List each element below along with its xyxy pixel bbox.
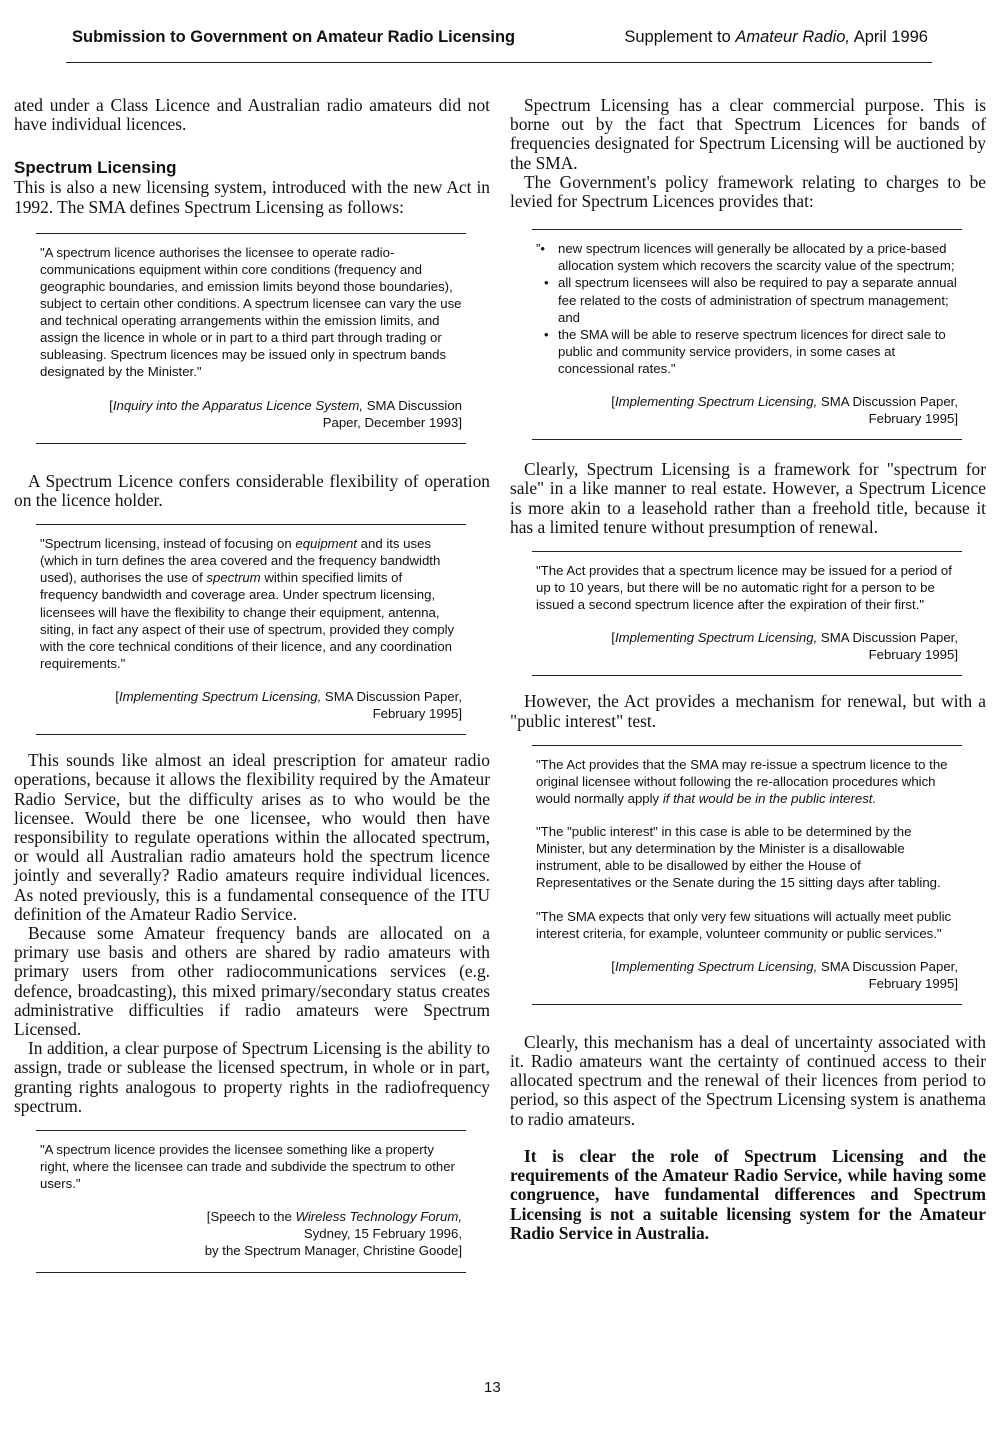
list-item: • the SMA will be able to reserve spectrum licences for direct sale to public and community service providers, in some cases at concessional rates." <box>558 326 958 377</box>
block-quote <box>36 233 466 444</box>
quote-source: [Implementing Spectrum Licensing, SMA Discussion Paper, February 1995] <box>115 688 462 721</box>
quote-text: "The "public interest" in this case is able to be determined by the Minister, but any determination by the Minister is a disallowable instrument, able to be disallowed by either the House of Representatives or the Senate during the 15 sitting days after tabling. <box>536 824 941 891</box>
quote-text: "Spectrum licensing, instead of focusing on equipment and its uses (which in turn defines the area covered and the frequency bandwidth used), authorises the use of spectrum within specified limits of frequency bandwidth and coverage area. Under spectrum licensing, licensees will have the flexibility to change their equipment, antenna, siting, in fact any aspect of their use of spectrum, provided they comply with the core technical conditions of their licence, and any coordination requirements." <box>40 536 455 671</box>
quote-source: [Implementing Spectrum Licensing, SMA Discussion Paper, February 1995] <box>611 393 958 427</box>
list-item: • all spectrum licensees will also be required to pay a separate annual fee related to the costs of administration of spectrum management; and <box>558 274 958 325</box>
paragraph: In addition, a clear purpose of Spectrum Licensing is the ability to assign, trade or sublease the licensed spectrum, in whole or in part, granting rights analogous to property rights in the radiofrequency spectrum. <box>14 1038 490 1116</box>
paragraph: Clearly, this mechanism has a deal of uncertainty associated with it. Radio amateurs want the certainty of continued access to their allocated spectrum and the renewal of their licences from period to period, so this aspect of the Spectrum Licensing system is anathema to radio amateurs. <box>510 1031 986 1129</box>
section-heading: Spectrum Licensing <box>14 158 177 178</box>
header-title: Submission to Government on Amateur Radio Licensing <box>72 28 516 46</box>
quote-text: "The SMA expects that only very few situations will actually meet public interest criteria, for example, volunteer community or public services." <box>536 908 952 941</box>
paragraph: A Spectrum Licence confers considerable flexibility of operation on the licence holder. <box>14 470 490 510</box>
quote-source: [Speech to the Wireless Technology Forum, Sydney, 15 February 1996, by the Spectrum Manager, Christine Goode] <box>204 1209 462 1259</box>
header-publication: Supplement to Amateur Radio, April 1996 <box>624 28 928 46</box>
paragraph: Because some Amateur frequency bands are allocated on a primary use basis and others are shared by radio amateurs with primary users from other radiocommunications services (e.g. defence, broadcasting), this mixed primary/secondary status creates administrative difficulties if radio amateurs were Spectrum Licensed. <box>14 922 490 1039</box>
block-quote <box>36 1130 466 1273</box>
list-item: ”• new spectrum licences will generally be allocated by a price-based allocation system which recovers the scarcity value of the spectrum; <box>558 240 958 274</box>
bullet-list <box>536 240 958 377</box>
page-number: 13 <box>484 1379 501 1396</box>
conclusion-paragraph: It is clear the role of Spectrum Licensing and the requirements of the Amateur Radio Service, while having some congruence, have fundamental differences and Spectrum Licensing is not a suitable licensing system for the Amateur Radio Service in Australia. <box>510 1145 986 1243</box>
quote-source: [Inquiry into the Apparatus Licence System, SMA Discussion Paper, December 1993] <box>109 397 462 430</box>
quote-text: "A spectrum licence provides the licensee something like a property right, where the licensee can trade and subdivide the spectrum to other users." <box>40 1141 455 1192</box>
paragraph: ated under a Class Licence and Australian radio amateurs did not have individual licences. <box>14 95 490 135</box>
block-quote <box>532 229 962 440</box>
header-rule <box>66 62 932 63</box>
quote-text: "The Act provides that a spectrum licence may be issued for a period of up to 10 years, but there will be no automatic right for a person to be issued a second spectrum licence after the expiration of their first." <box>536 562 952 613</box>
right-column <box>510 96 986 1243</box>
left-column <box>14 96 490 1273</box>
running-header <box>66 28 930 58</box>
paragraph: This sounds like almost an ideal prescription for amateur radio operations, because it allows the flexibility required by the Amateur Radio Service, but the difficulty arises as to who would be the licensee. Would there be one licensee, who would then have responsibility to regulate operations within the allocated spectrum, or would all Australian radio amateurs hold the spectrum licence jointly and severally? Radio amateurs require individual licences. As noted previously, this is a fundamental consequence of the ITU definition of the Amateur Radio Service. <box>14 750 490 924</box>
paragraph: The Government's policy framework relating to charges to be levied for Spectrum Licences provides that: <box>510 171 986 212</box>
quote-text: "A spectrum licence authorises the licensee to operate radio-communications equipment within core conditions (frequency and geographic boundaries, and emission limits beyond those boundaries), subject to certain other conditions. A spectrum licensee can vary the use and technical operating arrangements within the emission limits, and assign the licence in whole or in part to a third part through trading or subleasing. Spectrum licences may be issued only in spectrum bands designated by the Minister." <box>40 244 462 380</box>
quote-source: [Implementing Spectrum Licensing, SMA Discussion Paper, February 1995] <box>611 630 958 663</box>
paragraph: Spectrum Licensing has a clear commercial purpose. This is borne out by the fact that Spectrum Licences for bands of frequencies designated for Spectrum Licensing will be auctioned by the SMA. <box>510 95 986 173</box>
paragraph: However, the Act provides a mechanism for renewal, but with a "public interest" test. <box>510 691 986 731</box>
quote-source: [Implementing Spectrum Licensing, SMA Discussion Paper, February 1995] <box>611 958 958 991</box>
block-quote <box>532 551 962 676</box>
paragraph: This is also a new licensing system, introduced with the new Act in 1992. The SMA defines Spectrum Licensing as follows: <box>14 177 490 217</box>
quote-text: "The Act provides that the SMA may re-issue a spectrum licence to the original licensee without following the re-allocation procedures which would normally apply if that would be in the public interest. <box>536 756 948 807</box>
paragraph: Clearly, Spectrum Licensing is a framework for "spectrum for sale" in a like manner to real estate. However, a Spectrum Licence is more akin to a leasehold rather than a freehold title, because it has a limited tenure without presumption of renewal. <box>510 459 986 537</box>
block-quote <box>532 745 962 1005</box>
block-quote <box>36 524 466 735</box>
